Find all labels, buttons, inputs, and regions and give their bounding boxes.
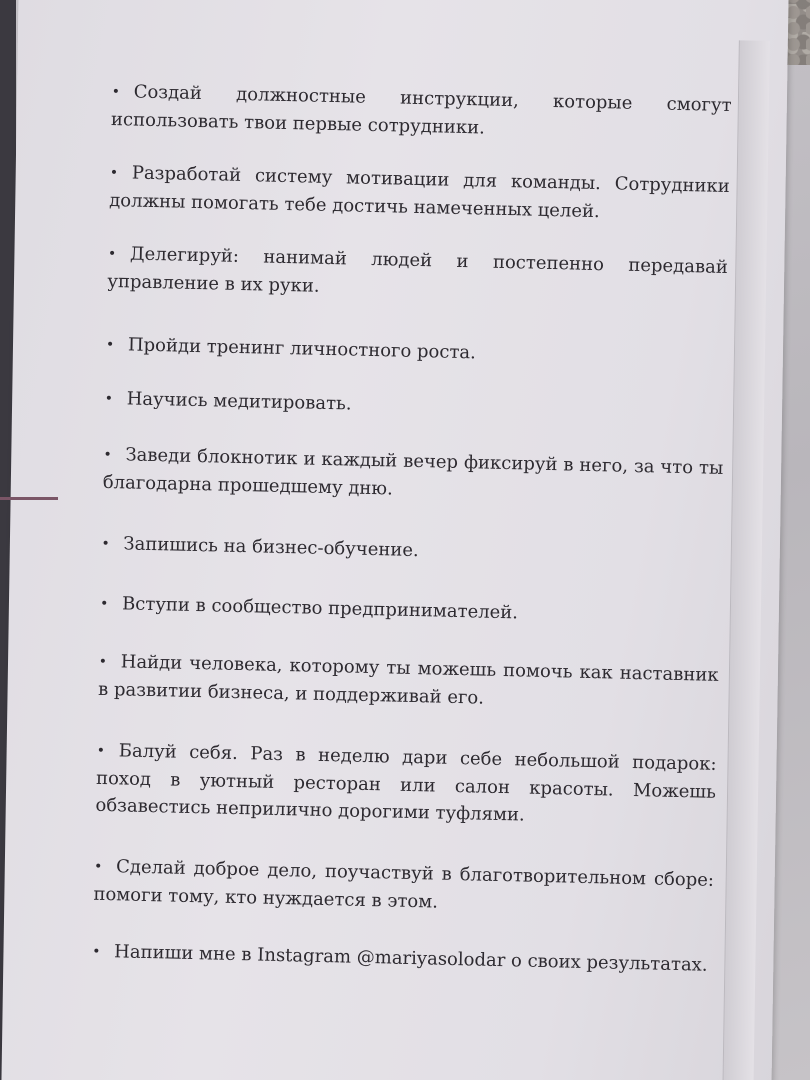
item-text: Найди человека, которому ты можешь помочь как наставник в развитии бизнеса, и поддерживай его. xyxy=(97,651,719,709)
list-item xyxy=(106,331,726,373)
item-text: Разработай систему мотивации для команды. Сотрудники должны помогать тебе достичь намеченных целей. xyxy=(108,162,730,223)
item-text: Вступи в сообщество предпринимателей. xyxy=(121,593,519,624)
list-item xyxy=(93,853,714,922)
bullet-list xyxy=(92,78,732,980)
item-text: Создай должностные инструкции, которые смогут использовать твои первые сотрудники. xyxy=(110,81,732,139)
bullet-marker: • xyxy=(99,595,109,613)
list-item xyxy=(95,737,717,833)
bullet-marker: • xyxy=(109,164,119,182)
list-item xyxy=(107,240,728,309)
item-text: Заведи блокнотик и каждый вечер фиксируй в него, за что ты благодарна прошедшему дню. xyxy=(102,444,724,500)
bullet-marker: • xyxy=(98,653,108,671)
item-text: Сделай доброе дело, поучаствуй в благотворительном сборе: помоги тому, кто нуждается в этом. xyxy=(93,856,715,913)
list-item xyxy=(103,441,724,510)
item-text: Научись медитировать. xyxy=(126,388,352,415)
list-item xyxy=(100,590,720,632)
bullet-marker: • xyxy=(101,535,110,553)
item-text: Пройди тренинг личностного роста. xyxy=(127,334,477,364)
list-item xyxy=(98,648,719,717)
bullet-marker: • xyxy=(107,245,117,263)
bullet-marker: • xyxy=(105,336,115,354)
bullet-marker: • xyxy=(96,742,106,760)
bullet-marker: • xyxy=(104,390,114,408)
item-text: Балуй себя. Раз в неделю дари себе небольшой подарок: поход в уютный ресторан или салон красоты. Можешь обзавестись неприлично дорогими туфлями. xyxy=(95,740,717,826)
margin-mark xyxy=(0,497,58,500)
page-edge xyxy=(723,40,770,1080)
item-text: Напиши мне в Instagram @mariyasolodar о своих результатах. xyxy=(113,941,708,976)
bullet-marker: • xyxy=(111,83,121,101)
item-text: Делегируй: нанимай людей и постепенно передавай управление в их руки. xyxy=(107,243,729,297)
bullet-marker: • xyxy=(93,858,103,875)
item-text: Запишись на бизнес-обучение. xyxy=(123,533,419,562)
bullet-marker: • xyxy=(103,446,112,464)
list-item xyxy=(109,159,730,228)
list-item xyxy=(101,530,721,572)
list-item xyxy=(104,385,724,427)
bullet-marker: • xyxy=(91,943,101,960)
